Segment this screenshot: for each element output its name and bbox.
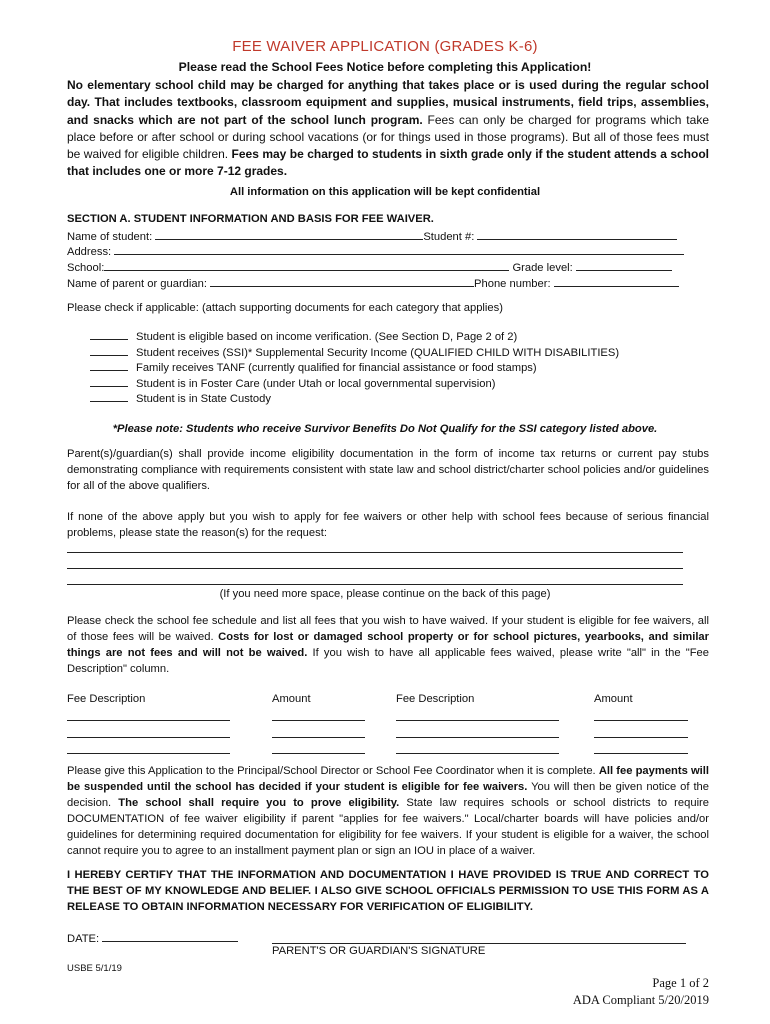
student-name-label: Name of student: bbox=[67, 231, 153, 243]
intro-paragraph bbox=[67, 77, 709, 181]
amount-line[interactable] bbox=[272, 737, 365, 738]
check-label: Student is in Foster Care (under Utah or local governmental supervision) bbox=[136, 378, 496, 390]
submit-text-2: You will then be given notice of the decision. bbox=[67, 781, 709, 809]
grade-field[interactable] bbox=[576, 259, 672, 271]
intro-bold-2: Fees may be charged to students in sixth grade only if the student attends a school that includes one or more 7-12 grades. bbox=[67, 147, 709, 179]
amount-line[interactable] bbox=[594, 753, 688, 754]
reason-line[interactable] bbox=[67, 552, 683, 553]
form-title: FEE WAIVER APPLICATION (GRADES K-6) bbox=[232, 38, 538, 55]
grade-label: Grade level: bbox=[512, 262, 573, 274]
more-space-note: (If you need more space, please continue on the back of this page) bbox=[219, 588, 551, 600]
section-a-heading: SECTION A. STUDENT INFORMATION AND BASIS FOR FEE WAIVER. bbox=[67, 213, 434, 225]
parent-field[interactable] bbox=[210, 275, 474, 287]
check-label: Student receives (SSI)* Supplemental Security Income (QUALIFIED CHILD WITH DISABILITIES) bbox=[136, 347, 620, 359]
check-blank[interactable] bbox=[90, 390, 128, 402]
parent-row bbox=[67, 275, 707, 292]
page-number: Page 1 of 2 bbox=[652, 976, 709, 990]
fees-bold: Costs for lost or damaged school property or for school pictures, yearbooks, and similar things are not fees and will not be waived. bbox=[67, 631, 710, 659]
confidential-note: All information on this application will be kept confidential bbox=[229, 186, 541, 198]
school-label: School: bbox=[67, 262, 105, 274]
check-label: Family receives TANF (currently qualified for financial assistance or food stamps) bbox=[136, 362, 537, 374]
school-row bbox=[67, 259, 707, 276]
fee-line[interactable] bbox=[396, 737, 559, 738]
reason-line[interactable] bbox=[67, 568, 683, 569]
date-label: DATE: bbox=[67, 933, 100, 945]
address-row bbox=[67, 243, 707, 260]
fee-col-header: Fee Description bbox=[67, 693, 146, 705]
fees-text-2: If you wish to have all applicable fees waived, please write "all" in the "Fee Description" column. bbox=[67, 647, 710, 675]
none-apply-paragraph: If none of the above apply but you wish to apply for fee waivers or other help with school fees because of serious financial problems, please state the reason(s) for the request: bbox=[67, 511, 709, 539]
submit-text: Please give this Application to the Principal/School Director or School Fee Coordinator when it is complete. bbox=[67, 765, 599, 777]
date-field[interactable] bbox=[102, 930, 238, 942]
intro-heading: Please read the School Fees Notice before completing this Application! bbox=[178, 60, 592, 74]
check-blank[interactable] bbox=[90, 359, 128, 371]
certification-statement: I HEREBY CERTIFY THAT THE INFORMATION AND DOCUMENTATION I HAVE PROVIDED IS TRUE AND CORRECT TO THE BEST OF MY KNOWLEDGE AND BELIEF. I ALSO GIVE SCHOOL OFFICIALS PERMISSION TO USE THIS FORM AS A RELEASE TO OBTAIN INFORMATION NECESSARY FOR VERIFICATION OF ELIGIBILITY. bbox=[67, 869, 709, 913]
address-label: Address: bbox=[67, 246, 112, 258]
fees-paragraph bbox=[67, 613, 709, 677]
signature-label: PARENT'S OR GUARDIAN'S SIGNATURE bbox=[272, 945, 486, 957]
check-item bbox=[90, 390, 271, 408]
student-num-label: Student #: bbox=[423, 231, 475, 243]
amount-line[interactable] bbox=[594, 737, 688, 738]
date-row bbox=[67, 930, 238, 945]
amount-line[interactable] bbox=[272, 720, 365, 721]
phone-field[interactable] bbox=[554, 275, 679, 287]
submit-paragraph bbox=[67, 763, 709, 859]
amount-col-header: Amount bbox=[272, 693, 311, 705]
phone-label: Phone number: bbox=[474, 278, 551, 290]
reason-line[interactable] bbox=[67, 584, 683, 585]
amount-col-header-2: Amount bbox=[594, 693, 633, 705]
check-blank[interactable] bbox=[90, 344, 128, 356]
fee-line[interactable] bbox=[67, 737, 230, 738]
fee-line[interactable] bbox=[396, 720, 559, 721]
documentation-paragraph: Parent(s)/guardian(s) shall provide income eligibility documentation in the form of income tax returns or current pay stubs demonstrating compliance with requirements consistent with state law and school district/charter school policies and/or guidelines for all of the above qualifiers. bbox=[67, 448, 709, 492]
ssi-note: *Please note: Students who receive Survivor Benefits Do Not Qualify for the SSI category listed above. bbox=[112, 423, 658, 435]
check-intro: Please check if applicable: (attach supporting documents for each category that applies) bbox=[67, 302, 503, 314]
check-item bbox=[90, 328, 517, 346]
student-num-field[interactable] bbox=[477, 228, 677, 240]
fee-line[interactable] bbox=[396, 753, 559, 754]
intro-text: Fees can only be charged for programs which take place before or after school or during school vacations (or for things used in those programs). But all of those fees must be waived for eligible children. bbox=[67, 112, 709, 162]
student-name-field[interactable] bbox=[155, 228, 423, 240]
check-label: Student is in State Custody bbox=[136, 393, 271, 405]
submit-bold-2: The school shall require you to prove eligibility. bbox=[118, 797, 400, 809]
fees-text: Please check the school fee schedule and list all fees that you wish to have waived. If your student is eligible for fee waivers, all of those fees will be waived. bbox=[67, 615, 709, 643]
ada-compliance: ADA Compliant 5/20/2019 bbox=[572, 993, 709, 1007]
check-label: Student is eligible based on income verification. (See Section D, Page 2 of 2) bbox=[136, 331, 518, 343]
fee-line[interactable] bbox=[67, 720, 230, 721]
check-blank[interactable] bbox=[90, 328, 128, 340]
address-field[interactable] bbox=[114, 243, 684, 255]
signature-line[interactable] bbox=[272, 943, 686, 944]
submit-text-3: State law requires schools or school districts to require DOCUMENTATION of fee waiver eligibility if parent "applies for fee waivers." Local/charter boards will have policies and/or guidelines for determining required documentation for eligibility for fee waivers. If your student is eligible for a waiver, the school cannot require you to agree to an installment payment plan or sign an IOU in place of a waiver. bbox=[67, 797, 709, 857]
parent-label: Name of parent or guardian: bbox=[67, 278, 207, 290]
usbe-code: USBE 5/1/19 bbox=[67, 963, 122, 974]
amount-line[interactable] bbox=[594, 720, 688, 721]
check-item bbox=[90, 359, 537, 377]
fee-col-header-2: Fee Description bbox=[396, 693, 475, 705]
submit-bold: All fee payments will be suspended until the school has decided if your student is eligible for fee waivers. bbox=[67, 765, 709, 793]
amount-line[interactable] bbox=[272, 753, 365, 754]
check-blank[interactable] bbox=[90, 375, 128, 387]
fee-line[interactable] bbox=[67, 753, 230, 754]
school-field[interactable] bbox=[104, 259, 509, 271]
intro-bold: No elementary school child may be charged for anything that takes place or is used during the regular school day. That includes textbooks, classroom equipment and supplies, musical instruments, field trips, assemblies, and snacks which are not part of the school lunch program. bbox=[67, 78, 709, 127]
